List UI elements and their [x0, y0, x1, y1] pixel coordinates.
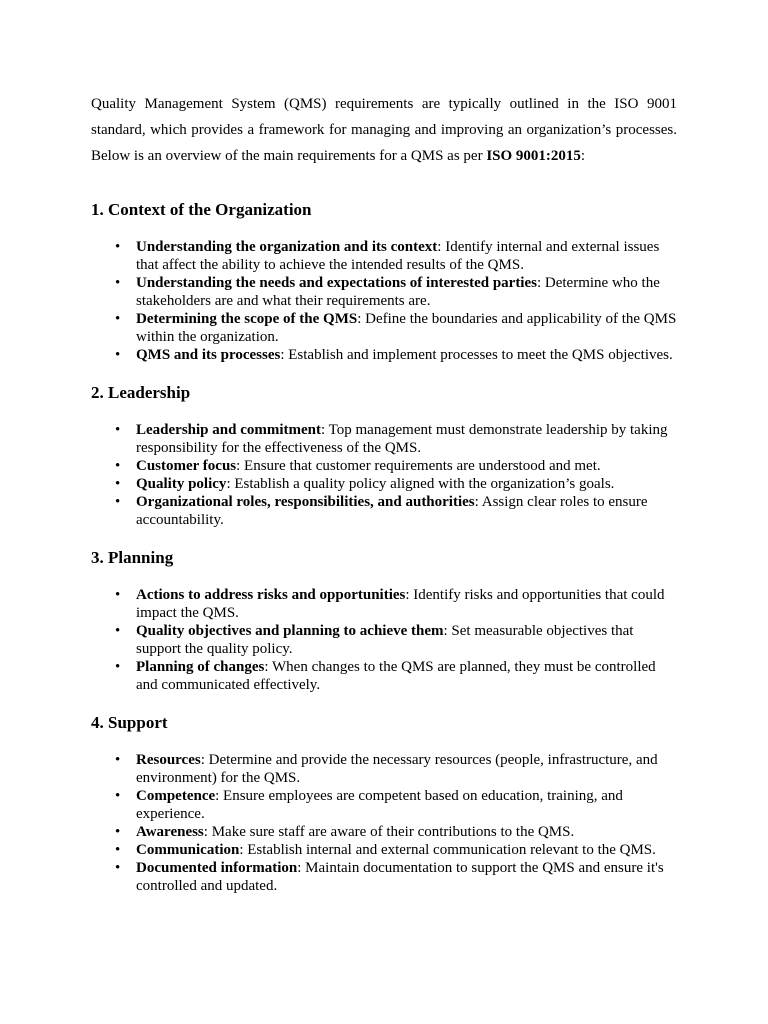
- section-support: [91, 712, 677, 895]
- list-item: [136, 457, 677, 475]
- list-item-term: QMS and its processes: [136, 347, 281, 363]
- bullet-list: [91, 586, 677, 694]
- intro-standard-name: ISO 9001:2015: [486, 148, 581, 164]
- list-item: [136, 787, 677, 823]
- list-item-term: Customer focus: [136, 458, 237, 474]
- list-item-desc: : Determine and provide the necessary resources (people, infrastructure, and environment) for the QMS.: [136, 752, 658, 786]
- list-item-desc: : Assign clear roles to ensure accountability.: [136, 494, 648, 528]
- list-item-desc: : Top management must demonstrate leadership by taking responsibility for the effectiveness of the QMS.: [136, 422, 668, 456]
- list-item-desc: : Make sure staff are aware of their contributions to the QMS.: [203, 824, 575, 840]
- list-item-desc: : Establish a quality policy aligned with the organization’s goals.: [226, 476, 615, 492]
- intro-colon: :: [580, 148, 586, 164]
- list-item-term: Resources: [136, 752, 201, 768]
- list-item: [136, 493, 677, 529]
- list-item-desc: : When changes to the QMS are planned, they must be controlled and communicated effectively.: [136, 659, 656, 693]
- list-item-desc: : Ensure that customer requirements are understood and met.: [236, 458, 601, 474]
- list-item-desc: : Identify internal and external issues that affect the ability to achieve the intended results of the QMS.: [136, 239, 660, 273]
- section-context: [91, 199, 677, 364]
- list-item-desc: : Ensure employees are competent based on education, training, and experience.: [136, 788, 623, 822]
- list-item-term: Actions to address risks and opportunities: [136, 587, 406, 603]
- list-item-desc: : Define the boundaries and applicability of the QMS within the organization.: [136, 311, 677, 345]
- list-item: [136, 421, 677, 457]
- list-item-desc: : Establish internal and external communication relevant to the QMS.: [239, 842, 656, 858]
- list-item-term: Leadership and commitment: [136, 422, 321, 438]
- bullet-list: [91, 751, 677, 895]
- list-item: [136, 823, 677, 841]
- list-item-term: Understanding the needs and expectations of interested parties: [136, 275, 537, 291]
- list-item: [136, 859, 677, 895]
- list-item: [136, 751, 677, 787]
- list-item-desc: : Maintain documentation to support the QMS and ensure it's controlled and updated.: [136, 860, 664, 894]
- list-item-term: Quality policy: [136, 476, 227, 492]
- list-item-term: Communication: [136, 842, 240, 858]
- list-item-desc: : Set measurable objectives that support the quality policy.: [136, 623, 634, 657]
- list-item-term: Understanding the organization and its context: [136, 239, 438, 255]
- section-planning: [91, 547, 677, 694]
- intro-paragraph: [91, 91, 677, 169]
- bullet-list: [91, 421, 677, 529]
- bullet-list: [91, 238, 677, 364]
- list-item: [136, 841, 677, 859]
- section-heading: 1. Context of the Organization: [91, 200, 312, 219]
- list-item-desc: : Determine who the stakeholders are and what their requirements are.: [136, 275, 660, 309]
- section-leadership: [91, 382, 677, 529]
- list-item: [136, 475, 677, 493]
- section-heading: 2. Leadership: [91, 383, 191, 402]
- list-item-desc: : Identify risks and opportunities that could impact the QMS.: [136, 587, 665, 621]
- section-heading: 3. Planning: [91, 548, 174, 567]
- list-item: [136, 238, 677, 274]
- list-item-desc: : Establish and implement processes to meet the QMS objectives.: [280, 347, 673, 363]
- list-item-term: Planning of changes: [136, 659, 265, 675]
- list-item-term: Competence: [136, 788, 216, 804]
- list-item-term: Documented information: [136, 860, 298, 876]
- list-item-term: Awareness: [136, 824, 204, 840]
- list-item-term: Organizational roles, responsibilities, and authorities: [136, 494, 475, 510]
- list-item-term: Determining the scope of the QMS: [136, 311, 358, 327]
- list-item: [136, 658, 677, 694]
- list-item: [136, 586, 677, 622]
- list-item: [136, 346, 677, 364]
- list-item-term: Quality objectives and planning to achieve them: [136, 623, 444, 639]
- intro-text: Quality Management System (QMS) requirements are typically outlined in the ISO 9001 standard, which provides a framework for managing and improving an organization’s processes. Below is an overview of the main requirements for a QMS as per: [91, 96, 677, 164]
- list-item: [136, 622, 677, 658]
- list-item: [136, 310, 677, 346]
- section-heading: 4. Support: [91, 713, 168, 732]
- list-item: [136, 274, 677, 310]
